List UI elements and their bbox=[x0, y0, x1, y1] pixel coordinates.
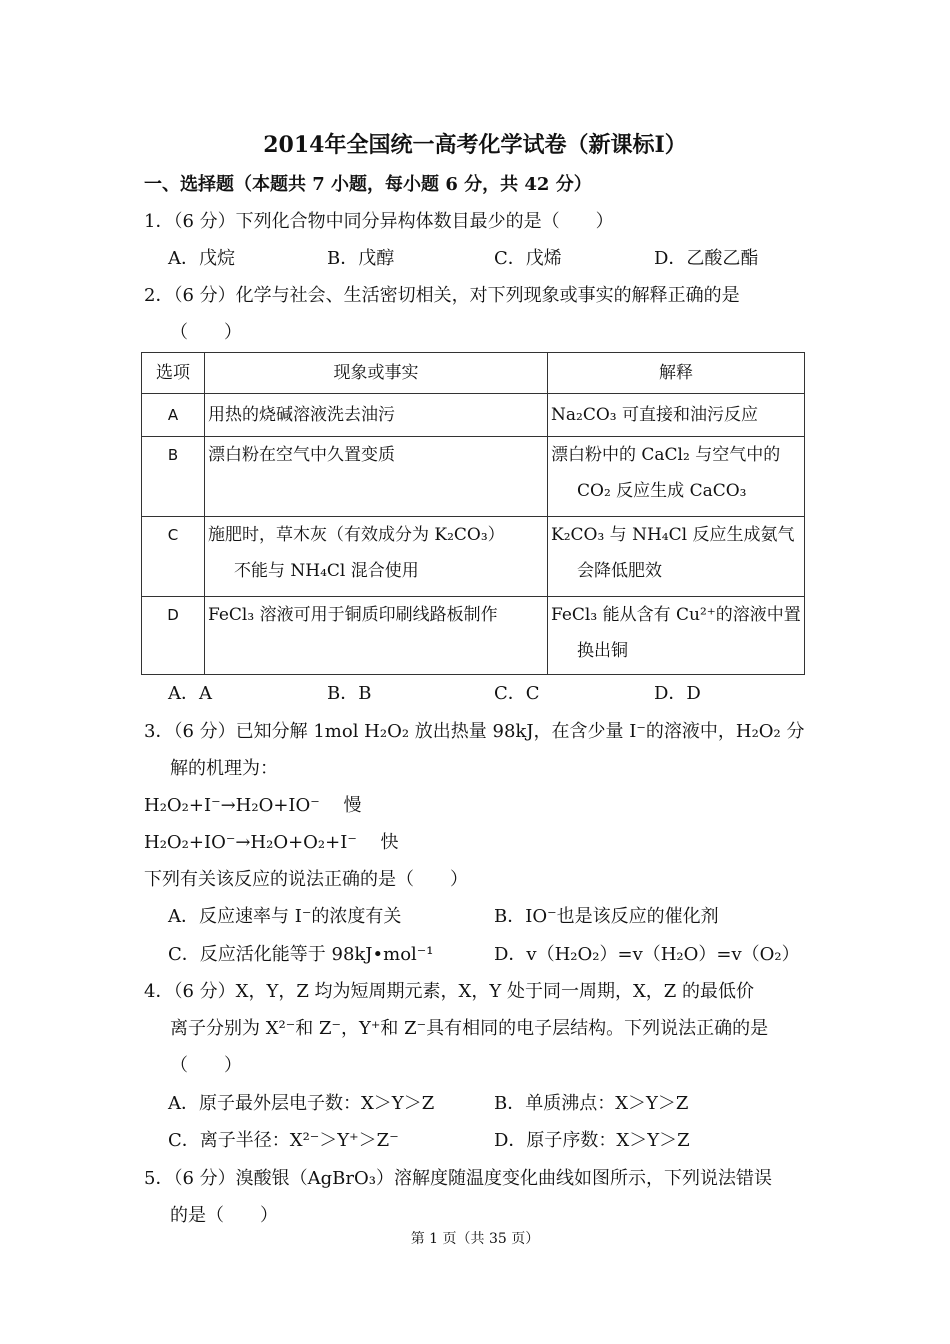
question-4-stem-cont: 离子分别为 X²⁻和 Z⁻，Y⁺和 Z⁻具有相同的电子层结构。下列说法正确的是 bbox=[170, 1018, 769, 1039]
table-cell-option: A bbox=[142, 394, 205, 437]
q3-equation-2: H₂O₂+IO⁻→H₂O+O₂+I⁻ 快 bbox=[144, 832, 399, 853]
question-5-stem-cont: 的是（ ） bbox=[170, 1205, 278, 1226]
fact-line: 施肥时，草木灰（有效成分为 K₂CO₃） bbox=[208, 525, 505, 545]
q3-option-c: C．反应活化能等于 98kJ•mol⁻¹ bbox=[168, 944, 434, 965]
table-cell-fact bbox=[205, 517, 548, 597]
fact-line: 漂白粉在空气中久置变质 bbox=[208, 445, 395, 465]
section-heading: 一、选择题（本题共 7 小题，每小题 6 分，共 42 分） bbox=[144, 174, 592, 195]
table-cell-explain bbox=[548, 394, 805, 437]
question-4-stem-paren: （ ） bbox=[170, 1055, 242, 1076]
table-cell-fact bbox=[205, 437, 548, 517]
q3-option-a: A．反应速率与 I⁻的浓度有关 bbox=[168, 906, 402, 927]
table-row bbox=[142, 517, 805, 597]
question-3-stem: 3．（6 分）已知分解 1mol H₂O₂ 放出热量 98kJ，在含少量 I⁻的溶液中，H₂O₂ 分 bbox=[144, 721, 805, 742]
q3-ask: 下列有关该反应的说法正确的是（ ） bbox=[144, 869, 468, 890]
table-cell-explain bbox=[548, 517, 805, 597]
table-cell-explain bbox=[548, 597, 805, 675]
table-cell-option: D bbox=[142, 597, 205, 675]
explain-line: Na₂CO₃ 可直接和油污反应 bbox=[551, 405, 758, 425]
question-2-stem-cont: （ ） bbox=[170, 322, 242, 343]
q1-option-d: D．乙酸乙酯 bbox=[654, 248, 759, 269]
table-header-option: 选项 bbox=[142, 353, 205, 394]
question-2-stem: 2．（6 分）化学与社会、生活密切相关，对下列现象或事实的解释正确的是 bbox=[144, 285, 740, 306]
q4-option-a: A．原子最外层电子数：X＞Y＞Z bbox=[168, 1093, 435, 1114]
q2-option-c: C．C bbox=[494, 683, 540, 704]
explain-line: 漂白粉中的 CaCl₂ 与空气中的 bbox=[551, 445, 781, 465]
table-header-fact: 现象或事实 bbox=[205, 353, 548, 394]
table-cell-option: B bbox=[142, 437, 205, 517]
q1-option-c: C．戊烯 bbox=[494, 248, 562, 269]
q2-option-d: D．D bbox=[654, 683, 701, 704]
explain-line: FeCl₃ 能从含有 Cu²⁺的溶液中置 bbox=[551, 605, 801, 625]
table-cell-explain bbox=[548, 437, 805, 517]
q2-table bbox=[141, 352, 805, 675]
q3-option-b: B．IO⁻也是该反应的催化剂 bbox=[494, 906, 719, 927]
table-row bbox=[142, 394, 805, 437]
question-3-stem-cont: 解的机理为： bbox=[170, 758, 278, 779]
q1-option-a: A．戊烷 bbox=[168, 248, 235, 269]
q1-option-b: B．戊醇 bbox=[327, 248, 395, 269]
q4-option-b: B．单质沸点：X＞Y＞Z bbox=[494, 1093, 689, 1114]
q4-option-c: C．离子半径：X²⁻＞Y⁺＞Z⁻ bbox=[168, 1130, 399, 1151]
question-1-stem: 1．（6 分）下列化合物中同分异构体数目最少的是（ ） bbox=[144, 211, 614, 232]
explain-line: 换出铜 bbox=[577, 641, 628, 661]
explain-line: 会降低肥效 bbox=[577, 561, 662, 581]
q2-option-a: A．A bbox=[168, 683, 212, 704]
table-header-explain: 解释 bbox=[548, 353, 805, 394]
explain-line: K₂CO₃ 与 NH₄Cl 反应生成氨气 bbox=[551, 525, 795, 545]
q2-option-b: B．B bbox=[327, 683, 372, 704]
fact-line: 用热的烧碱溶液洗去油污 bbox=[208, 405, 395, 425]
q3-equation-1: H₂O₂+I⁻→H₂O+IO⁻ 慢 bbox=[144, 795, 362, 816]
page-footer: 第 1 页（共 35 页） bbox=[410, 1231, 540, 1247]
table-cell-option: C bbox=[142, 517, 205, 597]
page-title: 2014年全国统一高考化学试卷（新课标I） bbox=[263, 132, 687, 158]
fact-line: FeCl₃ 溶液可用于铜质印刷线路板制作 bbox=[208, 605, 498, 625]
q3-option-d: D．v（H₂O₂）=v（H₂O）=v（O₂） bbox=[494, 944, 800, 965]
fact-line: 不能与 NH₄Cl 混合使用 bbox=[234, 561, 419, 581]
explain-line: CO₂ 反应生成 CaCO₃ bbox=[577, 481, 747, 501]
q4-option-d: D．原子序数：X＞Y＞Z bbox=[494, 1130, 690, 1151]
table-cell-fact bbox=[205, 597, 548, 675]
table-cell-fact bbox=[205, 394, 548, 437]
table-header-row bbox=[142, 353, 805, 394]
table-row bbox=[142, 597, 805, 675]
table-row bbox=[142, 437, 805, 517]
question-4-stem: 4．（6 分）X，Y，Z 均为短周期元素，X，Y 处于同一周期，X，Z 的最低价 bbox=[144, 981, 755, 1002]
question-5-stem: 5．（6 分）溴酸银（AgBrO₃）溶解度随温度变化曲线如图所示，下列说法错误 bbox=[144, 1168, 772, 1189]
